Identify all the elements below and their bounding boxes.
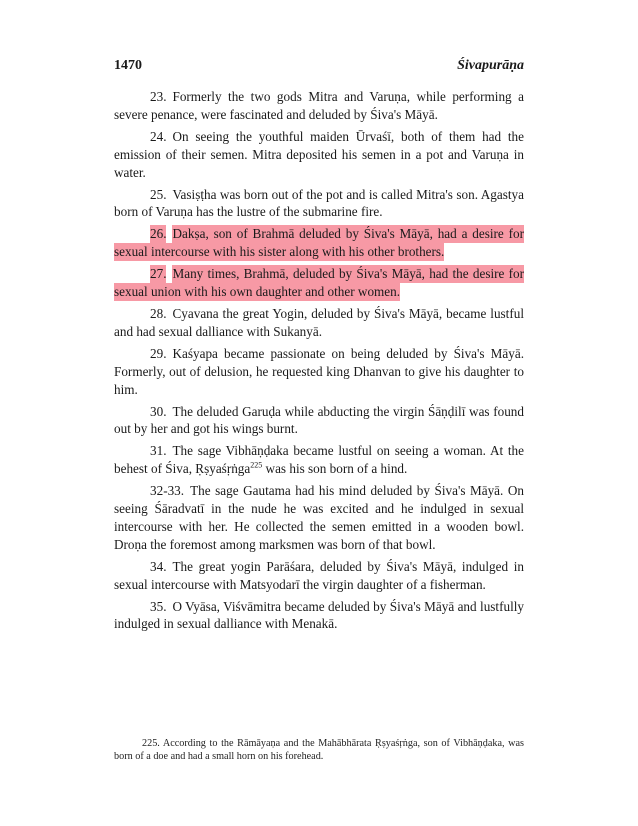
verse-number: 27. <box>150 266 167 282</box>
verse-text: The great yogin Parāśara, deluded by Śiva's Māyā, indulged in sexual intercourse with Matsyodarī the virgin daughter of a fisherman. <box>114 558 524 592</box>
footnote-number: 225. <box>142 738 160 749</box>
verse-text: Cyavana the great Yogin, deluded by Śiva's Māyā, became lustful and had sexual dalliance with Sukanyā. <box>114 305 524 339</box>
verse-number: 24. <box>150 128 167 144</box>
verse-number: 29. <box>150 345 167 361</box>
verse-number: 31. <box>150 443 167 459</box>
verse-text: Formerly the two gods Mitra and Varuṇa, while performing a severe penance, were fascinated and deluded by Śiva's Māyā. <box>114 89 524 122</box>
verse-text: The deluded Garuḍa while abducting the virgin Śāṇḍilī was found out by her and got his wings burnt. <box>114 403 524 437</box>
verse-text: O Vyāsa, Viśvāmitra became deluded by Śiva's Māyā and lustfully indulged in sexual dalliance with Menakā. <box>114 598 524 632</box>
verse-32-33 <box>114 482 524 554</box>
verse-28 <box>114 305 524 341</box>
verse-number: 26. <box>150 226 167 242</box>
verse-30 <box>114 403 524 439</box>
verse-number: 28. <box>150 305 167 321</box>
page-header <box>114 58 524 78</box>
verse-24 <box>114 128 524 182</box>
page-number: 1470 <box>114 58 142 73</box>
verse-number: 32-33. <box>150 483 185 499</box>
verse-26 <box>114 225 524 261</box>
verse-text: The sage Vibhāṇḍaka became lustful on seeing a woman. At the behest of Śiva, Ṛṣyaśṛṅga <box>114 443 524 477</box>
footnote-text: According to the Rāmāyaṇa and the Mahābhārata Ṛṣyaśṛṅga, son of Vibhāṇḍaka, was born of a doe and had a small horn on his forehead. <box>114 738 524 762</box>
verse-31 <box>114 442 524 478</box>
verse-text: Dakṣa, son of Brahmā deluded by Śiva's Māyā, had a desire for sexual intercourse with his sister along with his other brothers. <box>114 226 524 260</box>
verse-text: The sage Gautama had his mind deluded by Śiva's Māyā. On seeing Śāradvatī in the nude he was excited and he indulged in sexual intercourse with her. He collected the semen emitted in a wooden bowl. Droṇa the foremost among marksmen was born of that bowl. <box>114 483 524 552</box>
footnote <box>114 738 524 763</box>
verse-29 <box>114 345 524 399</box>
running-title: Śivapurāṇa <box>457 58 524 73</box>
verse-number: 30. <box>150 403 167 419</box>
verse-23 <box>114 88 524 124</box>
verse-number: 25. <box>150 186 167 202</box>
verse-number: 23. <box>150 89 167 104</box>
verse-text-continued: was his son born of a hind. <box>262 461 408 477</box>
verse-text: Kaśyapa became passionate on being deluded by Śiva's Māyā. Formerly, out of delusion, he requested king Dhanvan to give his daughter to him. <box>114 345 524 397</box>
verse-34 <box>114 558 524 594</box>
verse-text: On seeing the youthful maiden Ūrvaśī, both of them had the emission of their semen. Mitra deposited his semen in a pot and Varuṇa in water. <box>114 128 524 180</box>
verse-number: 34. <box>150 558 167 574</box>
verse-list <box>114 88 524 637</box>
verse-text: Many times, Brahmā, deluded by Śiva's Māyā, had the desire for sexual union with his own daughter and other women. <box>114 266 524 300</box>
verse-25 <box>114 186 524 222</box>
verse-text: Vasiṣṭha was born out of the pot and is called Mitra's son. Agastya born of Varuṇa has the lustre of the submarine fire. <box>114 186 524 220</box>
verse-27 <box>114 265 524 301</box>
verse-number: 35. <box>150 598 167 614</box>
verse-35 <box>114 598 524 634</box>
footnote-reference[interactable]: 225 <box>250 460 263 470</box>
